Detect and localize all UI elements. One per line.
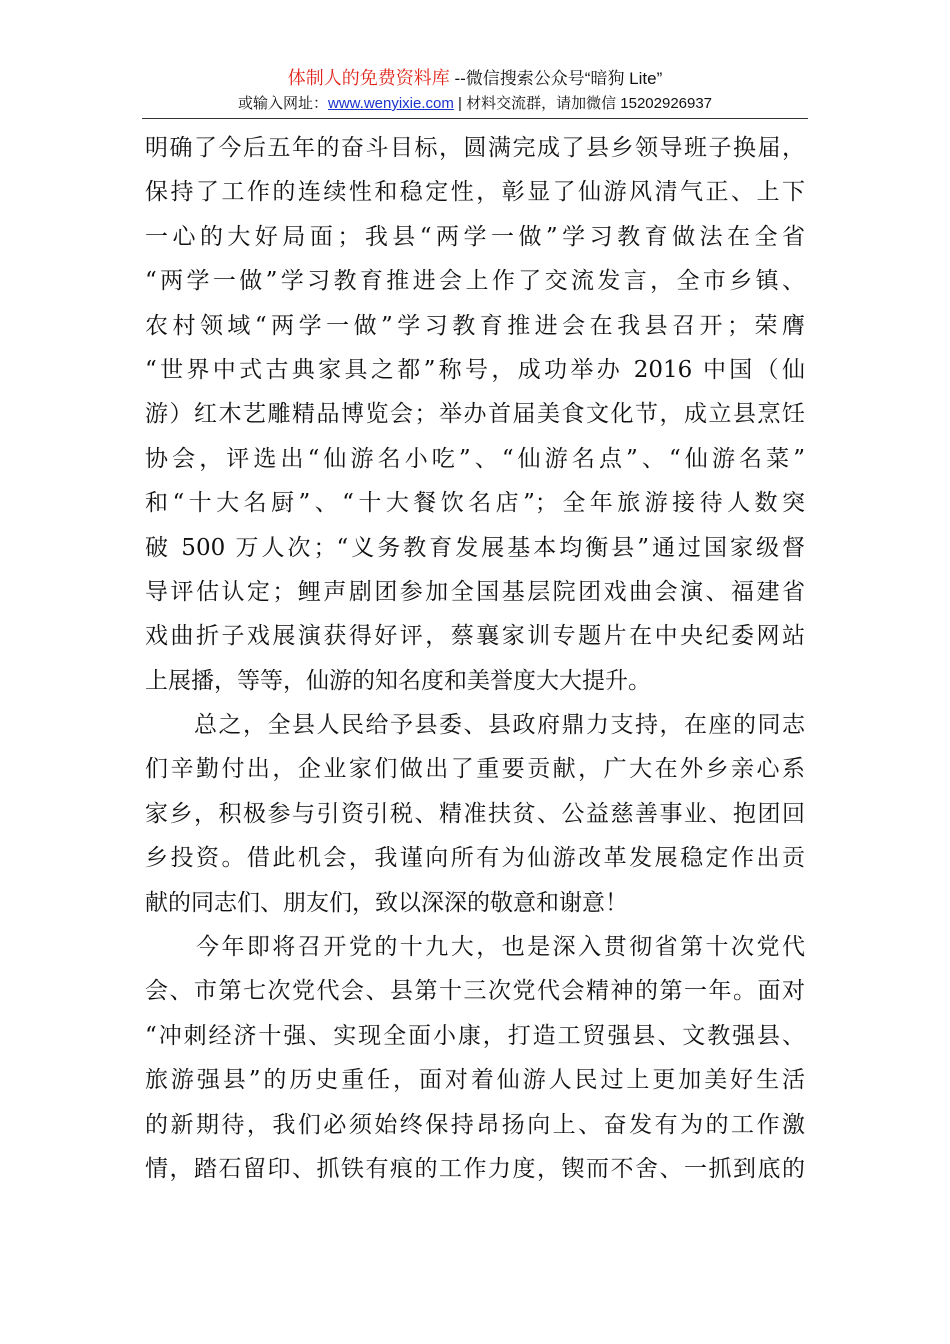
text-line: 保持了工作的连续性和稳定性，彰显了仙游风清气正、上下 xyxy=(145,179,805,206)
text-line: 今年即将召开党的十九大，也是深入贯彻省第十次党代 xyxy=(145,934,805,961)
text-line: 一心的大好局面；我县“两学一做”学习教育做法在全省 xyxy=(145,223,805,250)
url-prefix: 或输入网址： xyxy=(237,95,328,112)
text-line: 们辛勤付出，企业家们做出了重要贡献，广大在外乡亲心系 xyxy=(145,756,805,783)
text-line: 情，踏石留印、抓铁有痕的工作力度，锲而不舍、一抓到底的 xyxy=(145,1155,805,1182)
text-line: “冲刺经济十强、实现全面小康，打造工贸强县、文教强县、 xyxy=(145,1022,805,1049)
page-header xyxy=(142,66,808,115)
contact-info: | 材料交流群，请加微信 15202926937 xyxy=(453,95,713,112)
text-line: 会、市第七次党代会、县第十三次党代会精神的第一年。面对 xyxy=(145,978,805,1005)
text-line: 农村领域“两学一做”学习教育推进会在我县召开；荣膺 xyxy=(145,312,805,339)
text-line: 家乡，积极参与引资引税、精准扶贫、公益慈善事业、抱团回 xyxy=(145,800,805,827)
text-line: “世界中式古典家具之都”称号，成功举办 2016 中国（仙 xyxy=(145,356,805,383)
text-line: 的新期待，我们必须始终保持昂扬向上、奋发有为的工作激 xyxy=(145,1111,805,1138)
wechat-note: --微信搜索公众号“暗狗 Lite” xyxy=(449,69,663,88)
text-line: 上展播，等等，仙游的知名度和美誉度大大提升。 xyxy=(145,667,651,694)
text-line: 导评估认定；鲤声剧团参加全国基层院团戏曲会演、福建省 xyxy=(145,578,805,605)
text-line: “两学一做”学习教育推进会上作了交流发言，全市乡镇、 xyxy=(145,268,805,295)
text-line: 总之，全县人民给予县委、县政府鼎力支持，在座的同志 xyxy=(145,712,805,739)
text-line: 明确了今后五年的奋斗目标，圆满完成了县乡领导班子换届， xyxy=(145,135,805,161)
text-line: 献的同志们、朋友们，致以深深的敬意和谢意！ xyxy=(145,889,628,916)
document-body xyxy=(145,126,805,1191)
text-line: 和“十大名厨”、“十大餐饮名店”；全年旅游接待人数突 xyxy=(145,490,805,517)
text-line: 协会，评选出“仙游名小吃”、“仙游名点”、“仙游名菜” xyxy=(145,445,805,472)
header-divider xyxy=(142,118,808,119)
text-line: 旅游强县”的历史重任，面对着仙游人民过上更加美好生活 xyxy=(145,1067,805,1094)
website-link[interactable]: www.wenyixie.com xyxy=(327,95,454,112)
text-line: 戏曲折子戏展演获得好评，蔡襄家训专题片在中央纪委网站 xyxy=(145,623,805,650)
text-line: 乡投资。借此机会，我谨向所有为仙游改革发展稳定作出贡 xyxy=(145,845,805,872)
text-line: 破 500 万人次；“义务教育发展基本均衡县”通过国家级督 xyxy=(145,534,805,561)
site-name: 体制人的免费资料库 xyxy=(287,68,450,88)
header-contact-line xyxy=(142,93,808,115)
text-line: 游）红木艺雕精品博览会；举办首届美食文化节，成立县烹饪 xyxy=(145,401,805,428)
header-title-line xyxy=(142,66,808,91)
